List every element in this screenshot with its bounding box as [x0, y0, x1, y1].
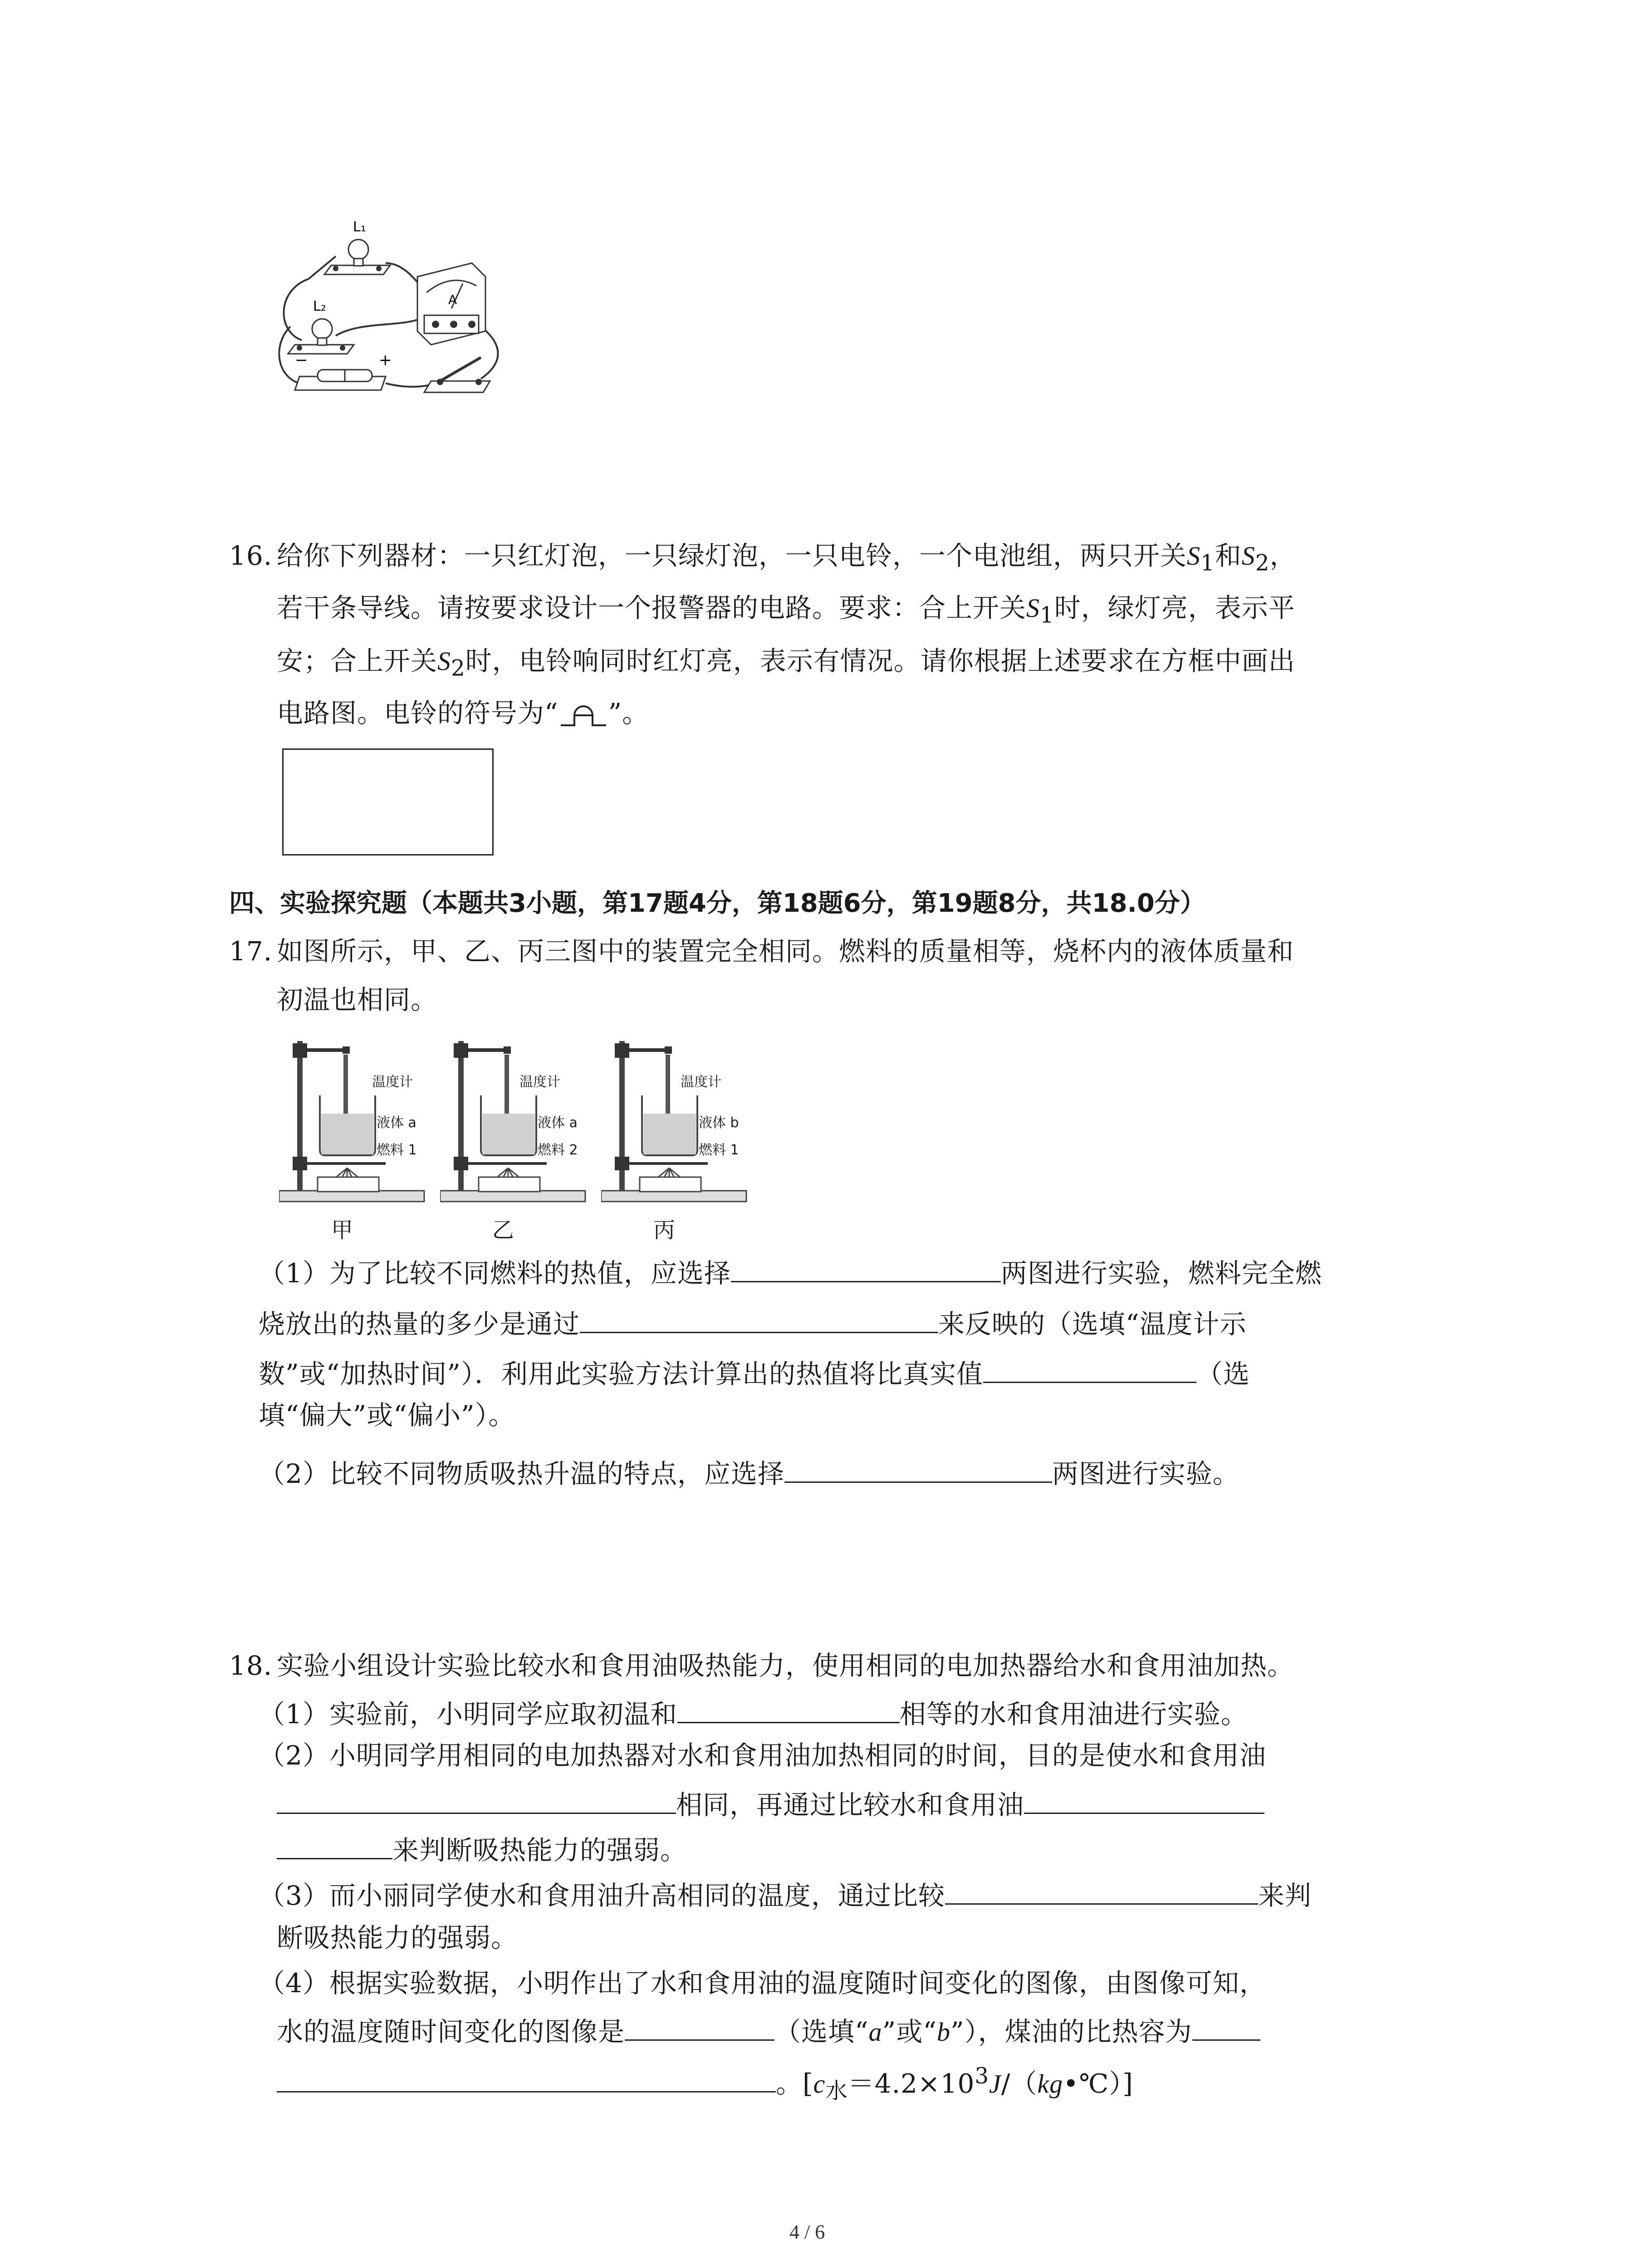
- q18-part4-line3: 。$[c_水=4.2\times 10^3J/(kg•℃)]$: [277, 2062, 1133, 2106]
- minus-sign: −: [295, 351, 308, 369]
- answer-box[interactable]: [282, 748, 494, 855]
- answer-blank[interactable]: [277, 1833, 392, 1859]
- apparatus-figure-2: [440, 1036, 599, 1250]
- q18-part2-line3: 来判断吸热能力的强弱。: [277, 1833, 687, 1865]
- l1-label: L₁: [353, 219, 366, 235]
- q16-line-3: 安；合上开关$S_2$时，电铃响同时红灯亮，表示有情况。请你根据上述要求在方框中画出: [277, 645, 1295, 681]
- circuit-figure: [268, 213, 522, 404]
- switch-icon: [424, 357, 490, 392]
- battery-icon: [295, 370, 386, 390]
- q18-part3-line2: 断吸热能力的强弱。: [277, 1922, 518, 1953]
- bulb-l2-icon: [288, 319, 354, 354]
- answer-blank[interactable]: [1024, 1787, 1264, 1814]
- answer-blank[interactable]: [945, 1878, 1258, 1905]
- apparatus-figure-3: [601, 1036, 760, 1250]
- q17-line-2: 初温也相同。: [277, 984, 438, 1015]
- q17-part1-line2: 烧放出的热量的多少是通过 来反映的（选填“温度计示: [259, 1306, 1247, 1339]
- page-number: 4 / 6: [789, 2221, 825, 2243]
- q17-part1-line3: 数”或“加热时间”）．利用此实验方法计算出的热值将比真实值 （选: [259, 1356, 1250, 1388]
- liquid-label: 液体 b: [699, 1115, 739, 1131]
- figure-caption: 丙: [653, 1217, 676, 1243]
- q17-number: 17.: [229, 936, 273, 967]
- thermometer-label: 温度计: [372, 1074, 413, 1090]
- q18-part3-line1: （3）而小丽同学使水和食用油升高相同的温度，通过比较 来判: [259, 1878, 1312, 1910]
- thermometer-label: 温度计: [519, 1074, 560, 1090]
- figure-caption: 甲: [331, 1217, 354, 1243]
- answer-blank[interactable]: [277, 2066, 776, 2092]
- q16-line-1: 给你下列器材：一只红灯泡，一只绿灯泡，一只电铃，一个电池组，两只开关$S_1$和$S_2$，: [277, 540, 1297, 576]
- q18-part2-line2: 相同，再通过比较水和食用油: [277, 1787, 1264, 1819]
- q16-line-4: 电路图。电铃的符号为“ ”。: [277, 698, 649, 728]
- thermometer-label: 温度计: [681, 1074, 721, 1090]
- figure-caption: 乙: [492, 1217, 515, 1243]
- liquid-label: 液体 a: [377, 1115, 416, 1131]
- answer-blank[interactable]: [1192, 2014, 1260, 2041]
- answer-blank[interactable]: [677, 1696, 900, 1723]
- q17-part2-line: （2）比较不同物质吸热升温的特点，应选择 两图进行实验。: [259, 1456, 1239, 1488]
- fuel-label: 燃料 2: [538, 1142, 578, 1158]
- q18-part1: （1）实验前，小明同学应取初温和 相等的水和食用油进行实验。: [259, 1696, 1248, 1729]
- bell-symbol-icon: [558, 703, 608, 728]
- q18-part4-line2: 水的温度随时间变化的图像是 （选填“a”或“b”），煤油的比热容为: [277, 2014, 1260, 2047]
- answer-blank[interactable]: [625, 2014, 774, 2041]
- q18-part4-line1: （4）根据实验数据，小明作出了水和食用油的温度随时间变化的图像，由图像可知，: [259, 1968, 1266, 1999]
- liquid-label: 液体 a: [538, 1115, 578, 1131]
- q18-number: 18.: [229, 1650, 273, 1681]
- l2-label: L₂: [313, 298, 326, 314]
- apparatus-figure-1: [279, 1036, 438, 1250]
- q16-number: 16.: [229, 540, 273, 571]
- answer-blank[interactable]: [277, 1787, 676, 1814]
- answer-blank[interactable]: [784, 1456, 1052, 1483]
- fuel-label: 燃料 1: [699, 1142, 739, 1158]
- answer-blank[interactable]: [580, 1306, 938, 1333]
- q18-line-1: 实验小组设计实验比较水和食用油吸热能力，使用相同的电加热器给水和食用油加热。: [277, 1650, 1294, 1681]
- plus-sign: +: [379, 351, 392, 369]
- q16-text: 给你下列器材：一只红灯泡，一只绿灯泡，一只电铃，一个电池组，两只开关: [277, 540, 1187, 571]
- q16-line-2: 若干条导线。请按要求设计一个报警器的电路。要求：合上开关$S_1$时，绿灯亮，表示平: [277, 592, 1295, 628]
- q17-line-1: 如图所示，甲、乙、丙三图中的装置完全相同。燃料的质量相等，烧杯内的液体质量和: [277, 936, 1294, 967]
- answer-blank[interactable]: [731, 1256, 1001, 1282]
- answer-blank[interactable]: [983, 1356, 1196, 1383]
- section-heading: 四、实验探究题（本题共3小题，第17题4分，第18题6分，第19题8分，共18.0分）: [229, 889, 1205, 918]
- q17-part1-line1: （1）为了比较不同燃料的热值，应选择 两图进行实验，燃料完全燃: [259, 1256, 1322, 1288]
- ammeter-label: A: [448, 292, 457, 307]
- fuel-label: 燃料 1: [377, 1142, 417, 1158]
- q17-part1-line4: 填“偏大”或“偏小”）。: [259, 1400, 515, 1431]
- q18-part2-line1: （2）小明同学用相同的电加热器对水和食用油加热相同的时间，目的是使水和食用油: [259, 1740, 1266, 1771]
